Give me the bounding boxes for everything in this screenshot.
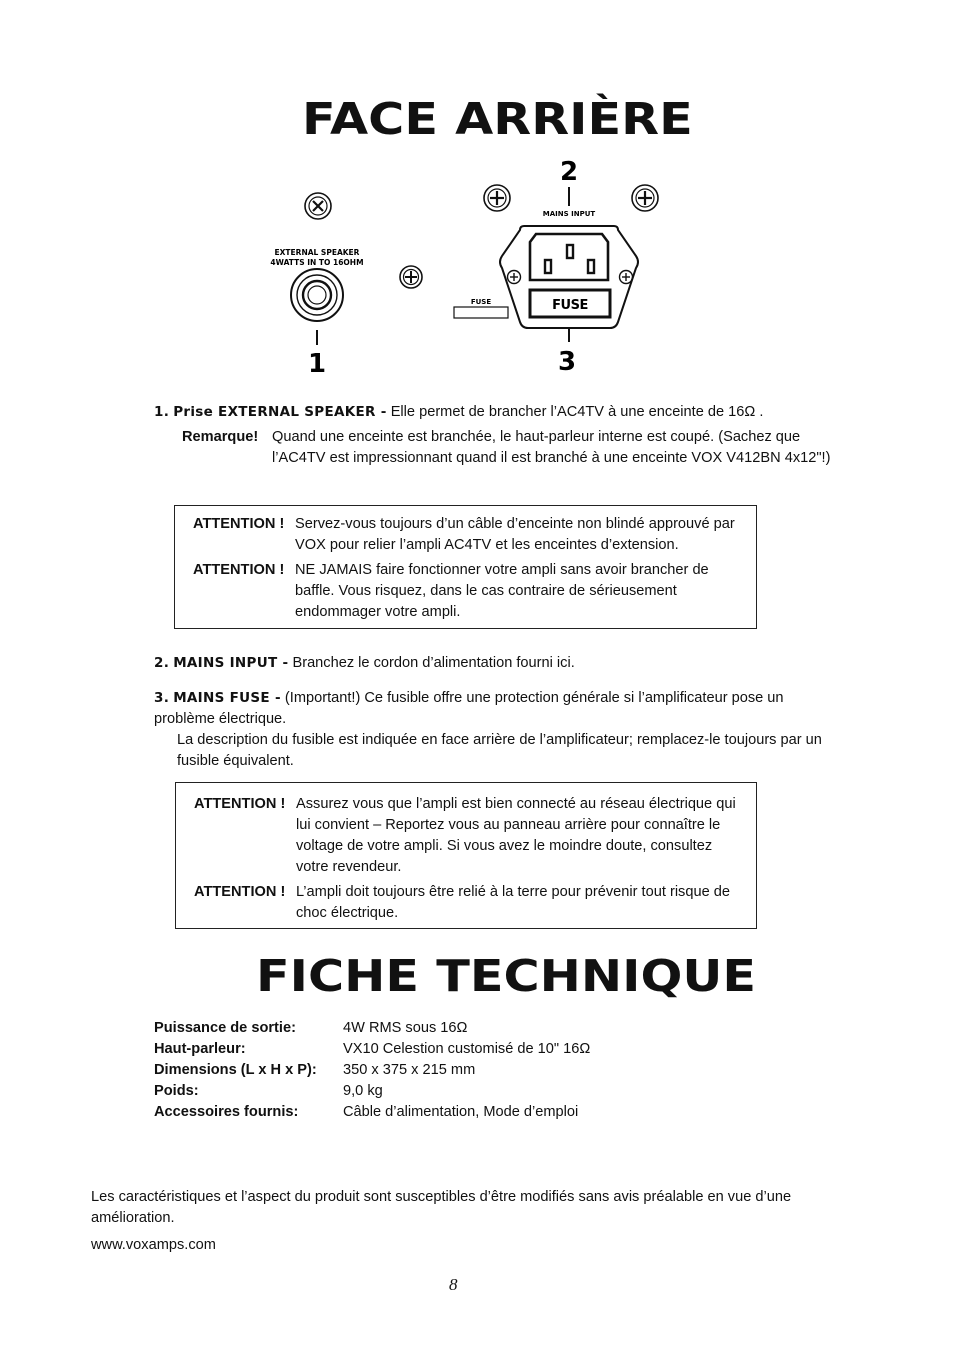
speaker-jack-icon xyxy=(291,269,343,321)
spec-value: 4W RMS sous 16Ω xyxy=(343,1020,468,1036)
spec-key: Puissance de sortie: xyxy=(154,1020,296,1036)
section-title-specs: FICHE TECHNIQUE xyxy=(256,951,757,1002)
item-name: MAINS FUSE - xyxy=(173,690,281,706)
spec-row xyxy=(154,1039,590,1060)
attention-text: NE JAMAIS faire fonctionner votre ampli sans avoir brancher de baffle. Vous risquez, dans le cas contraire de sérieusement endommager votre ampli. xyxy=(295,562,709,620)
callout-3: 3 xyxy=(557,347,577,377)
item-mains-input xyxy=(154,653,854,674)
item-text: Elle permet de brancher l’AC4TV à une enceinte de 16Ω . xyxy=(390,404,764,420)
item-number: 2. xyxy=(154,655,170,671)
speaker-jack-label-line2: 4WATTS IN TO 16OHM xyxy=(270,258,364,267)
spec-row xyxy=(154,1102,578,1123)
screw-cross-icon xyxy=(305,193,331,219)
callout-1: 1 xyxy=(307,349,327,379)
attention-text: Assurez vous que l’ampli est bien connecté au réseau électrique qui lui convient – Reportez vous au panneau arrière pour connaître le voltage de votre ampli. Si vous avez le moindre doute, consultez votre revendeur. xyxy=(296,796,736,875)
remark-label: Remarque! xyxy=(182,429,259,445)
screw-plus-icon xyxy=(400,266,422,288)
rear-panel-diagram xyxy=(250,150,670,380)
spec-value: 350 x 375 x 215 mm xyxy=(343,1062,476,1078)
fuse-rating-box xyxy=(454,307,508,318)
attention-note xyxy=(193,560,743,624)
spec-key: Dimensions (L x H x P): xyxy=(154,1062,317,1078)
spec-row xyxy=(154,1018,467,1039)
item-text: (Important!) Ce fusible offre une protection générale si l’amplificateur pose un problème électrique. xyxy=(154,690,784,727)
attention-label: ATTENTION ! xyxy=(194,884,286,900)
website-link[interactable]: www.voxamps.com xyxy=(91,1237,216,1253)
speaker-jack-label-line1: EXTERNAL SPEAKER xyxy=(274,248,360,257)
spec-row xyxy=(154,1060,475,1081)
spec-value: VX10 Celestion customisé de 10" 16Ω xyxy=(343,1041,591,1057)
attention-label: ATTENTION ! xyxy=(193,562,285,578)
item-mains-fuse-text2: La description du fusible est indiquée en face arrière de l’amplificateur; remplacez-le toujours par un fusible équivalent. xyxy=(177,732,822,769)
spec-value: Câble d’alimentation, Mode d’emploi xyxy=(343,1104,579,1120)
item-number: 1. xyxy=(154,404,170,420)
disclaimer: Les caractéristiques et l’aspect du produit sont susceptibles d’être modifiés sans avis préalable en vue d’une amélioration. xyxy=(91,1189,792,1226)
spec-value: 9,0 kg xyxy=(343,1083,383,1099)
screw-plus-icon xyxy=(632,185,658,211)
attention-text: Servez-vous toujours d’un câble d’enceinte non blindé approuvé par VOX pour relier l’ampli AC4TV et les enceintes d’extension. xyxy=(295,516,735,553)
attention-box-1 xyxy=(174,505,757,629)
spec-key: Poids: xyxy=(154,1083,199,1099)
attention-text: L’ampli doit toujours être relié à la terre pour prévenir tout risque de choc électrique. xyxy=(296,884,730,921)
item-number: 3. xyxy=(154,690,170,706)
fuse-rating-label: FUSE xyxy=(470,298,492,306)
callout-2: 2 xyxy=(559,157,579,187)
attention-box-2 xyxy=(175,782,757,929)
item-external-speaker xyxy=(154,402,854,423)
item-name: MAINS INPUT - xyxy=(173,655,289,671)
page-number: 8 xyxy=(449,1275,458,1294)
item-name: Prise EXTERNAL SPEAKER - xyxy=(173,404,387,420)
attention-note xyxy=(193,514,743,558)
section-title-rear-panel: FACE ARRIÈRE xyxy=(302,94,693,145)
item-mains-fuse xyxy=(154,688,844,730)
fuse-holder-label: FUSE xyxy=(552,298,588,313)
item-text: Branchez le cordon d’alimentation fourni ici. xyxy=(292,655,575,671)
screw-plus-icon xyxy=(484,185,510,211)
spec-row xyxy=(154,1081,383,1102)
attention-note xyxy=(194,794,744,878)
remark-text: Quand une enceinte est branchée, le haut-parleur interne est coupé. (Sachez que l’AC4TV est impressionnant quand il est branché à une enceinte VOX V412BN 4x12"!) xyxy=(272,429,831,466)
mains-input-label: MAINS INPUT xyxy=(542,210,596,218)
spec-key: Accessoires fournis: xyxy=(154,1104,299,1120)
attention-note xyxy=(194,882,744,926)
attention-label: ATTENTION ! xyxy=(194,796,286,812)
attention-label: ATTENTION ! xyxy=(193,516,285,532)
spec-key: Haut-parleur: xyxy=(154,1041,246,1057)
